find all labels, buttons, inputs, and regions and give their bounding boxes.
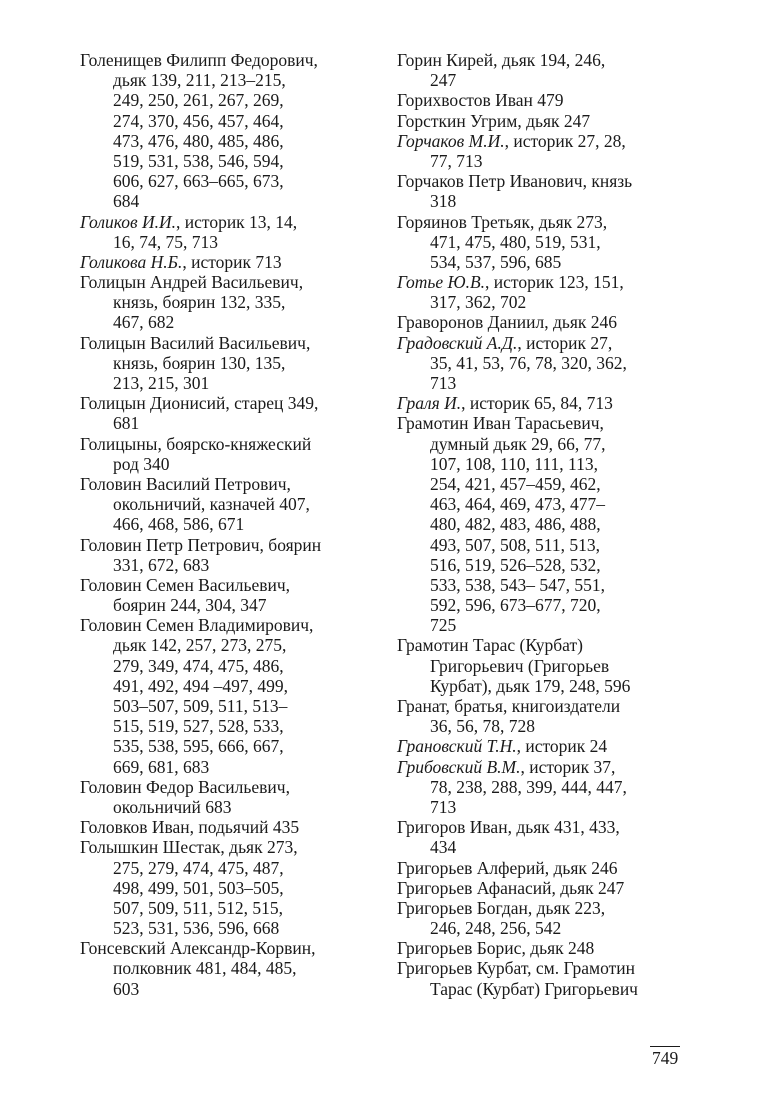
index-entry — [80, 272, 395, 333]
entry-text: 463, 464, 469, 473, 477– — [430, 494, 605, 515]
index-entry-line — [80, 979, 395, 999]
entry-text: 434 — [430, 837, 457, 858]
entry-author-name: Грановский Т.Н. — [397, 736, 517, 757]
index-entry-line — [397, 797, 712, 817]
entry-text: 78, 238, 288, 399, 444, 447, — [430, 776, 627, 797]
index-entry — [80, 575, 395, 615]
entry-text: 503–507, 509, 511, 513– — [113, 696, 288, 716]
entry-author-name: Граля И. — [397, 393, 462, 414]
index-entry — [80, 252, 395, 272]
index-entry-line — [397, 373, 712, 393]
index-entry-line — [80, 191, 395, 211]
index-entry-line — [80, 232, 395, 252]
index-entry-line — [397, 676, 712, 696]
entry-text: Головин Семен Владимирович, — [80, 615, 314, 636]
entry-text: 684 — [113, 191, 140, 212]
page-number: 749 — [652, 1048, 679, 1068]
index-entry-line — [80, 938, 395, 958]
index-entry-line — [80, 676, 395, 696]
entry-text: 254, 421, 457–459, 462, — [430, 473, 601, 494]
entry-text: Голенищев Филипп Федорович, — [80, 50, 318, 70]
entry-text: , историк 27, 28, — [504, 130, 626, 151]
entry-text: Григорьев Богдан, дьяк 223, — [397, 897, 606, 918]
entry-text: 713 — [430, 373, 457, 393]
entry-text: 16, 74, 75, 713 — [113, 231, 218, 252]
index-entry-line — [397, 837, 712, 857]
index-entry-line — [397, 393, 712, 413]
index-entry-line — [397, 555, 712, 575]
index-entry-line — [80, 958, 395, 978]
index-entry-line — [80, 454, 395, 474]
entry-author-name: Голиков И.И. — [80, 211, 177, 232]
index-entry-line — [80, 595, 395, 615]
index-entry — [397, 817, 712, 857]
index-entry-line — [80, 858, 395, 878]
entry-text: , историк 24 — [516, 736, 608, 757]
entry-text: 669, 681, 683 — [113, 756, 210, 777]
entry-text: 519, 531, 538, 546, 594, — [113, 150, 284, 171]
index-entry-line — [397, 454, 712, 474]
entry-text: Головков Иван, подьячий 435 — [80, 817, 300, 838]
index-entry-line — [80, 434, 395, 454]
entry-text: думный дьяк 29, 66, 77, — [430, 433, 606, 454]
index-entry — [397, 111, 712, 131]
index-entry — [397, 171, 712, 211]
index-entry — [80, 817, 395, 837]
entry-text: Григорьев Курбат, см. Грамотин — [397, 958, 636, 979]
entry-text: Гонсевский Александр-Корвин, — [80, 938, 316, 959]
entry-text: 331, 672, 683 — [113, 554, 210, 575]
index-entry-line — [397, 777, 712, 797]
entry-text: князь, боярин 130, 135, — [113, 352, 286, 373]
index-entry-line — [397, 494, 712, 514]
entry-text: 275, 279, 474, 475, 487, — [113, 857, 284, 878]
index-entry — [397, 272, 712, 312]
index-entry — [80, 393, 395, 433]
index-entry-line — [397, 736, 712, 756]
index-entry-line — [397, 333, 712, 353]
index-entry-line — [397, 474, 712, 494]
index-entry-line — [397, 878, 712, 898]
index-entry-line — [80, 918, 395, 938]
index-entry — [80, 615, 395, 777]
index-entry-line — [397, 111, 712, 131]
entry-text: Григорьев Афанасий, дьяк 247 — [397, 877, 625, 898]
index-entry-line — [80, 111, 395, 131]
index-entry-line — [397, 535, 712, 555]
index-column-left — [80, 50, 395, 999]
index-entry-line — [397, 272, 712, 292]
entry-text: Головин Петр Петрович, боярин — [80, 534, 322, 555]
index-entry — [397, 90, 712, 110]
entry-text: 493, 507, 508, 511, 513, — [430, 534, 600, 555]
index-entry — [397, 635, 712, 696]
index-entry-line — [80, 736, 395, 756]
index-entry-line — [397, 615, 712, 635]
index-entry-line — [80, 555, 395, 575]
index-entry-line — [397, 292, 712, 312]
index-entry — [397, 131, 712, 171]
entry-author-name: Горчаков М.И. — [397, 130, 505, 151]
entry-text: Григорьев Борис, дьяк 248 — [397, 938, 595, 959]
entry-text: 318 — [430, 191, 457, 212]
entry-text: 681 — [113, 413, 140, 434]
entry-text: 274, 370, 456, 457, 464, — [113, 110, 284, 131]
index-entry-line — [397, 212, 712, 232]
index-entry-line — [80, 50, 395, 70]
index-entry-line — [80, 797, 395, 817]
entry-text: Голышкин Шестак, дьяк 273, — [80, 837, 298, 858]
entry-text: 471, 475, 480, 519, 531, — [430, 231, 601, 252]
index-entry — [80, 333, 395, 394]
entry-text: Горсткин Угрим, дьяк 247 — [397, 110, 591, 131]
index-entry-line — [397, 595, 712, 615]
index-entry-line — [80, 837, 395, 857]
entry-text: 279, 349, 474, 475, 486, — [113, 655, 284, 676]
index-entry-line — [80, 252, 395, 272]
entry-text: Головин Федор Васильевич, — [80, 776, 290, 797]
entry-text: Грамотин Тарас (Курбат) — [397, 635, 583, 656]
entry-text: Головин Семен Васильевич, — [80, 574, 291, 595]
index-entry — [80, 837, 395, 938]
entry-text: 516, 519, 526–528, 532, — [430, 554, 601, 575]
entry-text: Граворонов Даниил, дьяк 246 — [397, 312, 618, 333]
index-entry-line — [397, 434, 712, 454]
index-entry-line — [397, 171, 712, 191]
entry-text: 467, 682 — [113, 312, 175, 333]
entry-text: , историк 27, — [517, 332, 613, 353]
index-entry-line — [397, 353, 712, 373]
index-entry-line — [80, 90, 395, 110]
index-entry-line — [397, 858, 712, 878]
entry-text: 523, 531, 536, 596, 668 — [113, 918, 280, 939]
entry-text: 246, 248, 256, 542 — [430, 918, 562, 939]
index-entry-line — [397, 312, 712, 332]
index-entry — [80, 777, 395, 817]
index-entry — [397, 757, 712, 818]
entry-text: Голицыны, боярско-княжеский — [80, 433, 312, 454]
index-entry-line — [397, 898, 712, 918]
entry-text: 498, 499, 501, 503–505, — [113, 877, 284, 898]
entry-text: , историк 713 — [182, 251, 282, 272]
index-entry-line — [80, 151, 395, 171]
entry-text: Головин Василий Петрович, — [80, 473, 291, 494]
entry-text: дьяк 142, 257, 273, 275, — [113, 635, 287, 656]
entry-text: Голицын Василий Васильевич, — [80, 332, 311, 353]
entry-text: окольничий, казначей 407, — [113, 494, 310, 515]
index-entry — [397, 736, 712, 756]
entry-text: 107, 108, 110, 111, 113, — [430, 453, 599, 474]
entry-author-name: Градовский А.Д. — [397, 332, 518, 353]
entry-text: 606, 627, 663–665, 673, — [113, 171, 284, 192]
entry-text: , историк 37, — [520, 756, 616, 777]
index-entry — [80, 938, 395, 999]
entry-text: Горчаков Петр Иванович, князь — [397, 171, 633, 192]
index-entry-line — [80, 292, 395, 312]
entry-text: 535, 538, 595, 666, 667, — [113, 736, 284, 757]
index-entry-line — [80, 635, 395, 655]
index-entry-line — [397, 716, 712, 736]
index-entry-line — [80, 696, 395, 716]
index-entry-line — [397, 50, 712, 70]
index-column-right — [397, 50, 712, 999]
index-entry-line — [397, 191, 712, 211]
index-entry — [80, 535, 395, 575]
entry-text: Тарас (Курбат) Григорьевич — [430, 978, 638, 999]
index-entry — [397, 312, 712, 332]
index-entry — [397, 938, 712, 958]
entry-text: Горяинов Третьяк, дьяк 273, — [397, 211, 608, 232]
index-entry-line — [397, 958, 712, 978]
index-entry-line — [80, 777, 395, 797]
index-entry — [397, 878, 712, 898]
index-entry-line — [397, 70, 712, 90]
entry-text: 213, 215, 301 — [113, 373, 210, 393]
index-entry-line — [397, 635, 712, 655]
entry-text: полковник 481, 484, 485, — [113, 958, 297, 979]
index-entry-line — [397, 918, 712, 938]
index-entry-line — [80, 494, 395, 514]
entry-author-name: Грибовский В.М. — [397, 756, 521, 777]
index-entry-line — [80, 413, 395, 433]
index-entry-line — [397, 817, 712, 837]
index-entry — [397, 413, 712, 635]
index-entry — [80, 50, 395, 212]
entry-text: 317, 362, 702 — [430, 292, 527, 313]
index-entry-line — [80, 70, 395, 90]
entry-text: 466, 468, 586, 671 — [113, 514, 245, 535]
entry-text: дьяк 139, 211, 213–215, — [113, 70, 286, 91]
index-entry — [397, 696, 712, 736]
entry-text: Григорьев Алферий, дьяк 246 — [397, 857, 618, 878]
entry-text: 36, 56, 78, 728 — [430, 716, 535, 737]
entry-text: 534, 537, 596, 685 — [430, 251, 562, 272]
index-entry-line — [397, 757, 712, 777]
entry-text: 480, 482, 483, 486, 488, — [430, 514, 601, 535]
entry-text: окольничий 683 — [113, 796, 232, 817]
index-entry-line — [80, 535, 395, 555]
entry-text: 491, 492, 494 –497, 499, — [113, 675, 288, 696]
index-entry-line — [80, 312, 395, 332]
entry-text: , историк 13, 14, — [176, 211, 298, 232]
index-entry-line — [80, 898, 395, 918]
index-entry — [397, 333, 712, 394]
entry-text: 507, 509, 511, 512, 515, — [113, 897, 283, 918]
index-entry — [397, 898, 712, 938]
index-entry-line — [80, 575, 395, 595]
entry-author-name: Голикова Н.Б. — [80, 251, 183, 272]
index-entry-line — [80, 656, 395, 676]
index-entry-line — [397, 656, 712, 676]
entry-text: , историк 65, 84, 713 — [461, 393, 613, 414]
entry-text: боярин 244, 304, 347 — [113, 595, 267, 616]
entry-text: князь, боярин 132, 335, — [113, 292, 286, 313]
entry-text: Голицын Дионисий, старец 349, — [80, 393, 319, 414]
index-entry-line — [397, 232, 712, 252]
index-entry — [397, 212, 712, 273]
entry-text: Курбат), дьяк 179, 248, 596 — [430, 675, 631, 696]
entry-text: Григорьевич (Григорьев — [430, 655, 610, 676]
index-entry-line — [80, 272, 395, 292]
index-entry-line — [80, 716, 395, 736]
index-entry-line — [397, 938, 712, 958]
entry-text: 515, 519, 527, 528, 533, — [113, 716, 284, 737]
index-entry-line — [397, 979, 712, 999]
entry-text: 249, 250, 261, 267, 269, — [113, 90, 284, 111]
entry-text: 473, 476, 480, 485, 486, — [113, 130, 284, 151]
index-entry-line — [80, 757, 395, 777]
entry-text: 247 — [430, 70, 457, 91]
entry-text: Григоров Иван, дьяк 431, 433, — [397, 817, 620, 838]
entry-text: 592, 596, 673–677, 720, — [430, 595, 601, 616]
index-entry-line — [397, 90, 712, 110]
index-entry-line — [80, 393, 395, 413]
index-entry-line — [80, 514, 395, 534]
index-entry — [80, 434, 395, 474]
index-entry — [397, 393, 712, 413]
index-entry — [397, 858, 712, 878]
index-entry — [80, 212, 395, 252]
index-entry-line — [397, 131, 712, 151]
entry-text: род 340 — [113, 453, 170, 474]
index-entry — [397, 50, 712, 90]
entry-text: Грамотин Иван Тарасьевич, — [397, 413, 604, 434]
entry-text: 713 — [430, 796, 457, 817]
entry-text: , историк 123, 151, — [485, 272, 624, 293]
index-entry-line — [80, 373, 395, 393]
index-entry-line — [397, 413, 712, 433]
index-entry — [397, 958, 712, 998]
entry-text: Горин Кирей, дьяк 194, 246, — [397, 50, 606, 70]
entry-text: Горихвостов Иван 479 — [397, 90, 564, 111]
index-entry-line — [397, 696, 712, 716]
entry-text: Гранат, братья, книгоиздатели — [397, 696, 621, 716]
entry-text: 603 — [113, 978, 140, 999]
index-entry-line — [80, 212, 395, 232]
entry-text: 533, 538, 543– 547, 551, — [430, 574, 605, 595]
entry-text: Голицын Андрей Васильевич, — [80, 272, 304, 293]
index-entry-line — [80, 878, 395, 898]
index-entry-line — [80, 353, 395, 373]
index-entry — [80, 474, 395, 535]
index-entry-line — [80, 615, 395, 635]
index-entry-line — [80, 131, 395, 151]
index-entry-line — [397, 575, 712, 595]
index-entry-line — [397, 514, 712, 534]
index-entry-line — [80, 817, 395, 837]
index-entry-line — [80, 333, 395, 353]
entry-author-name: Готье Ю.В. — [397, 272, 486, 293]
index-entry-line — [80, 474, 395, 494]
entry-text: 77, 713 — [430, 150, 483, 171]
entry-text: 725 — [430, 615, 457, 636]
index-entry-line — [397, 252, 712, 272]
entry-text: 35, 41, 53, 76, 78, 320, 362, — [430, 352, 627, 373]
index-entry-line — [80, 171, 395, 191]
index-entry-line — [397, 151, 712, 171]
